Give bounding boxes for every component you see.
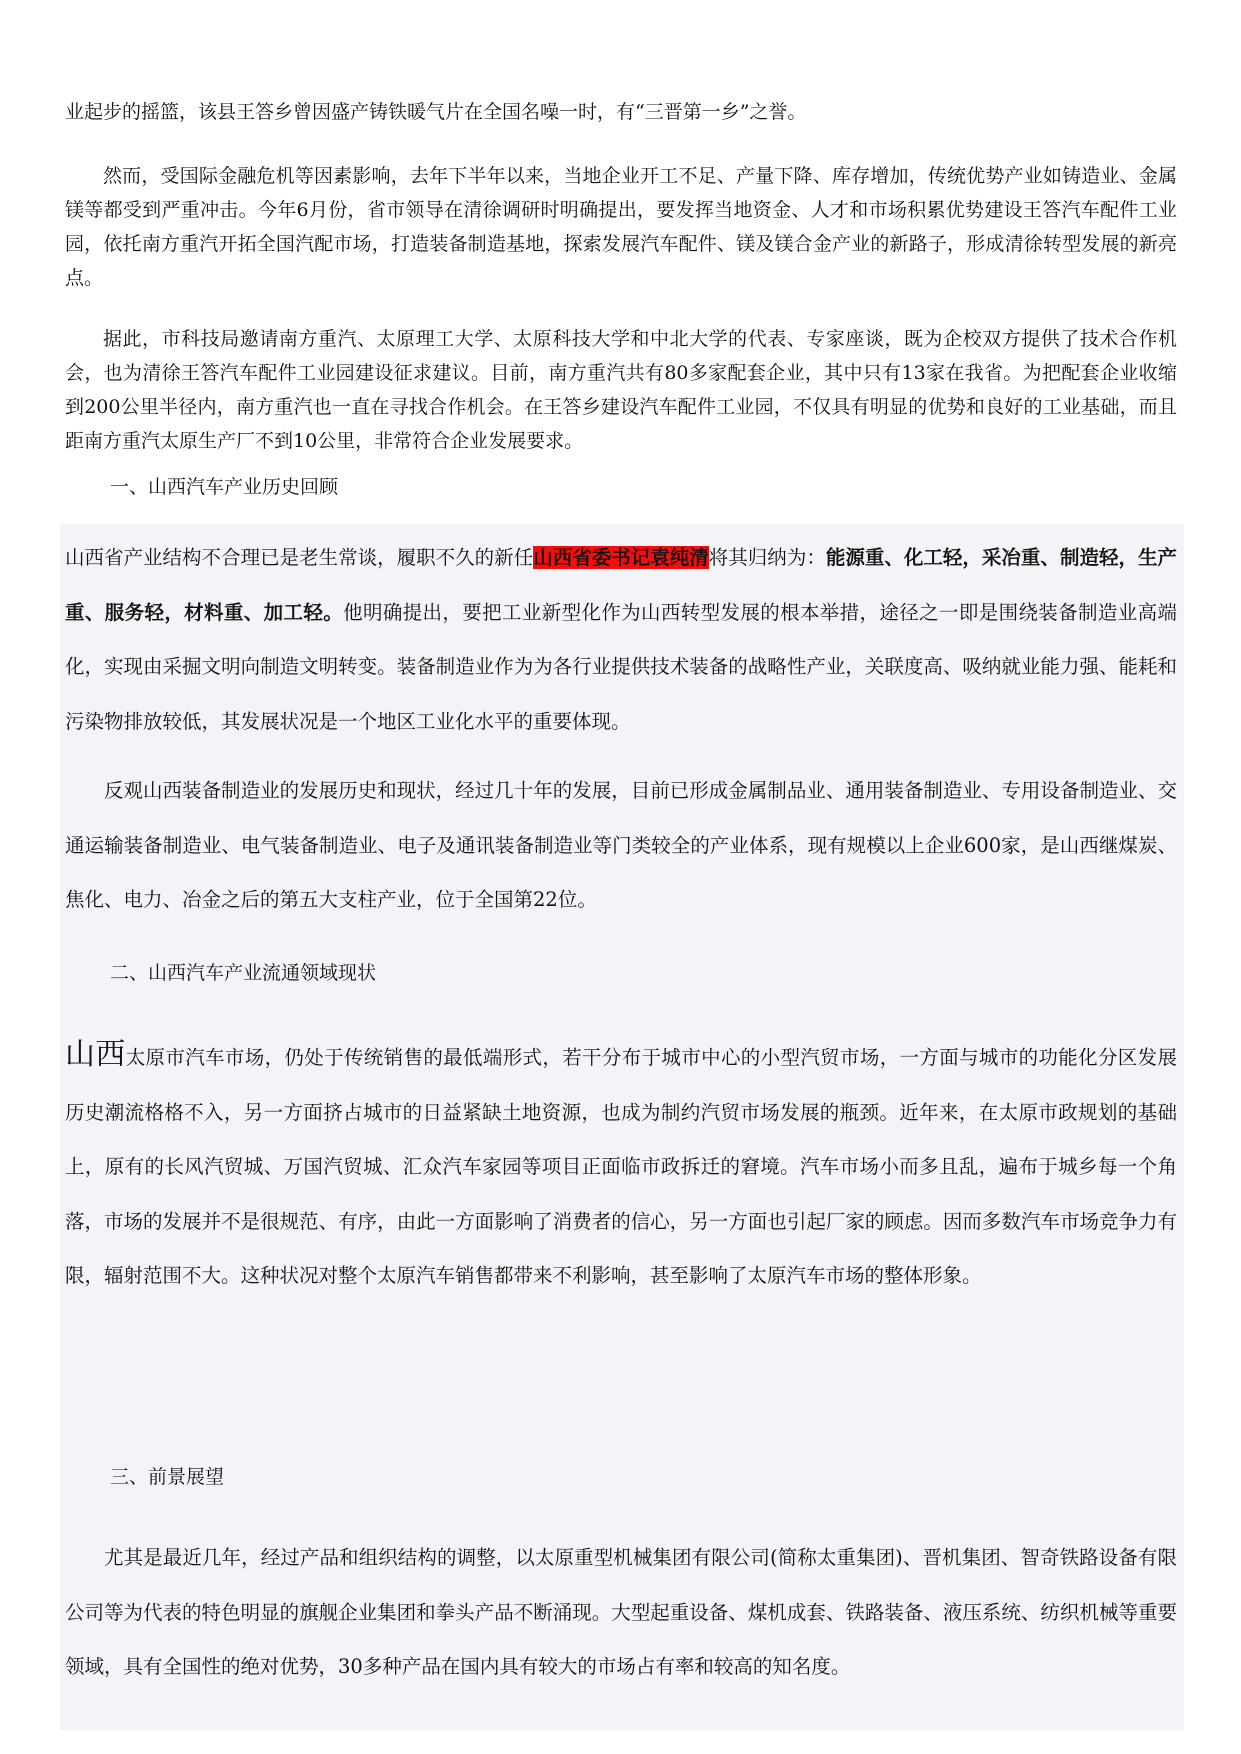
intro-paragraph-3: 据此，市科技局邀请南方重汽、太原理工大学、太原科技大学和中北大学的代表、专家座谈，既为企校双方提供了技术合作机会，也为清徐王答汽车配件工业园建设征求建议。目前，南方重汽共有80多家配套企业，其中只有13家在我省。为把配套企业收缩到200公里半径内，南方重汽也一直在寻找合作机会。在王答乡建设汽车配件工业园，不仅具有明显的优势和良好的工业基础，而且距南方重汽太原生产厂不到10公里，非常符合企业发展要求。 bbox=[65, 328, 1177, 452]
section-1-paragraph-1-lead: 山西省产业结构不合理已是老生常谈，履职不久的新任 bbox=[65, 546, 534, 569]
section-2-paragraph bbox=[65, 1028, 1177, 1304]
section-1-paragraph-1 bbox=[65, 531, 1177, 749]
highlighted-name: 山西省委书记袁纯清 bbox=[533, 546, 709, 569]
intro-paragraph-2: 然而，受国际金融危机等因素影响，去年下半年以来，当地企业开工不足、产量下降、库存增加，传统优势产业如铸造业、金属镁等都受到严重冲击。今年6月份，省市领导在清徐调研时明确提出，要发挥当地资金、人才和市场积累优势建设王答汽车配件工业园，依托南方重汽开拓全国汽配市场，打造装备制造基地，探索发展汽车配件、镁及镁合金产业的新路子，形成清徐转型发展的新亮点。 bbox=[65, 165, 1177, 289]
bold-summary: 能源重、化工轻，采冶重、制造轻，生产重、服务轻，材料重、加工轻。 bbox=[65, 546, 1177, 624]
section-2-heading: 二、山西汽车产业流通领域现状 bbox=[110, 962, 377, 984]
section-1-heading: 一、山西汽车产业历史回顾 bbox=[110, 476, 339, 498]
section-1-paragraph-1-rest: 他明确提出，要把工业新型化作为山西转型发展的根本举措，途径之一即是围绕装备制造业高端化，实现由采掘文明向制造文明转变。装备制造业作为为各行业提供技术装备的战略性产业，关联度高、吸纳就业能力强、能耗和污染物排放较低，其发展状况是一个地区工业化水平的重要体现。 bbox=[65, 600, 1177, 733]
section-3-paragraph: 尤其是最近几年，经过产品和组织结构的调整，以太原重型机械集团有限公司(简称太重集团)、晋机集团、智奇铁路设备有限公司等为代表的特色明显的旗舰企业集团和拳头产品不断涌现。大型起重设备、煤机成套、铁路装备、液压系统、纺织机械等重要领域，具有全国性的绝对优势，30多种产品在国内具有较大的市场占有率和较高的知名度。 bbox=[65, 1546, 1177, 1678]
section-1-paragraph-1-mid: 将其归纳为： bbox=[708, 546, 826, 569]
section-2-paragraph-body: 太原市汽车市场，仍处于传统销售的最低端形式，若干分布于城市中心的小型汽贸市场，一方面与城市的功能化分区发展历史潮流格格不入，另一方面挤占城市的日益紧缺土地资源，也成为制约汽贸市场发展的瓶颈。近年来，在太原市政规划的基础上，原有的长风汽贸城、万国汽贸城、汇众汽车家园等项目正面临市政拆迁的窘境。汽车市场小而多且乱，遍布于城乡每一个角落，市场的发展并不是很规范、有序，由此一方面影响了消费者的信心，另一方面也引起厂家的顾虑。因而多数汽车市场竞争力有限，辐射范围不大。这种状况对整个太原汽车销售都带来不利影响，甚至影响了太原汽车市场的整体形象。 bbox=[65, 1046, 1177, 1287]
section-1-paragraph-2: 反观山西装备制造业的发展历史和现状，经过几十年的发展，目前已形成金属制品业、通用装备制造业、专用设备制造业、交通运输装备制造业、电气装备制造业、电子及通讯装备制造业等门类较全的产业体系，现有规模以上企业600家，是山西继煤炭、焦化、电力、冶金之后的第五大支柱产业，位于全国第22位。 bbox=[65, 779, 1177, 911]
intro-paragraph-1: 业起步的摇篮，该县王答乡曾因盛产铸铁暖气片在全国名噪一时，有“三晋第一乡”之誉。 bbox=[65, 101, 807, 123]
section-3-heading: 三、前景展望 bbox=[110, 1466, 225, 1488]
enlarged-first-word: 山西 bbox=[65, 1037, 126, 1072]
